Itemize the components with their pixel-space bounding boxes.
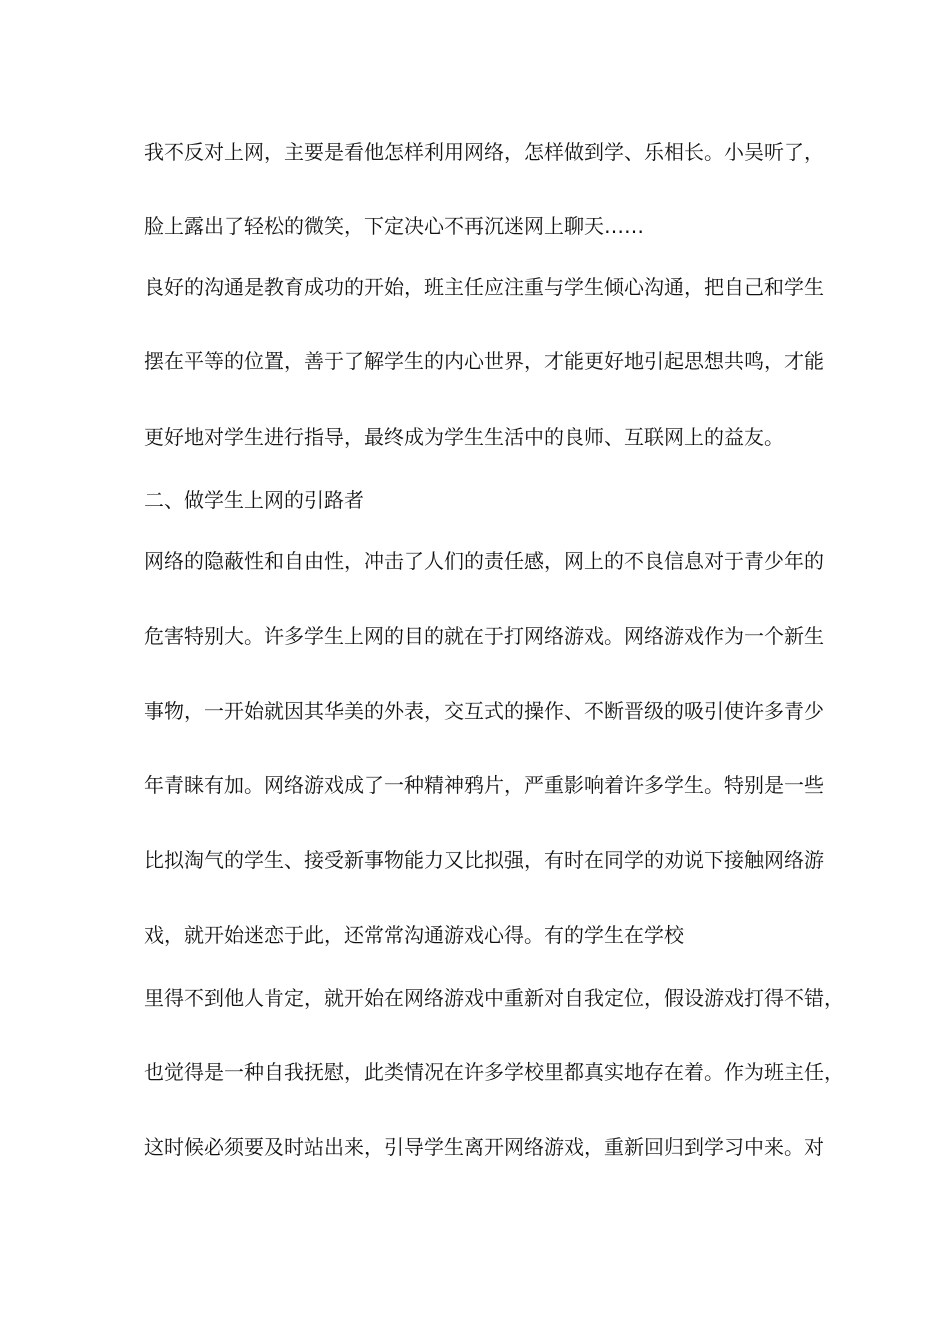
section-heading: 二、做学生上网的引路者 [144,488,364,512]
text-line: 这时候必须要及时站出来，引导学生离开网络游戏，重新回归到学习中来。对 [144,1135,824,1159]
text-line: 良好的沟通是教育成功的开始，班主任应注重与学生倾心沟通，把自己和学生 [144,275,824,299]
text-line: 比拟淘气的学生、接受新事物能力又比拟强，有时在同学的劝说下接触网络游 [144,848,824,872]
text-line: 危害特别大。许多学生上网的目的就在于打网络游戏。网络游戏作为一个新生 [144,624,824,648]
text-line: 戏，就开始迷恋于此，还常常沟通游戏心得。有的学生在学校 [144,923,684,947]
text-line: 脸上露出了轻松的微笑，下定决心不再沉迷网上聊天…… [144,214,644,238]
text-line: 年青睐有加。网络游戏成了一种精神鸦片，严重影响着许多学生。特别是一些 [144,773,824,797]
text-line: 网络的隐蔽性和自由性，冲击了人们的责任感，网上的不良信息对于青少年的 [144,549,824,573]
text-line: 事物，一开始就因其华美的外表，交互式的操作、不断晋级的吸引使许多青少 [144,699,824,723]
text-line: 也觉得是一种自我抚慰，此类情况在许多学校里都真实地存在着。作为班主任， [144,1060,844,1084]
text-line: 更好地对学生进行指导，最终成为学生生活中的良师、互联网上的益友。 [144,425,784,449]
text-line: 摆在平等的位置，善于了解学生的内心世界，才能更好地引起思想共鸣，才能 [144,349,824,373]
text-line: 里得不到他人肯定，就开始在网络游戏中重新对自我定位，假设游戏打得不错， [144,986,844,1010]
text-line: 我不反对上网，主要是看他怎样利用网络，怎样做到学、乐相长。小吴听了， [144,140,824,164]
